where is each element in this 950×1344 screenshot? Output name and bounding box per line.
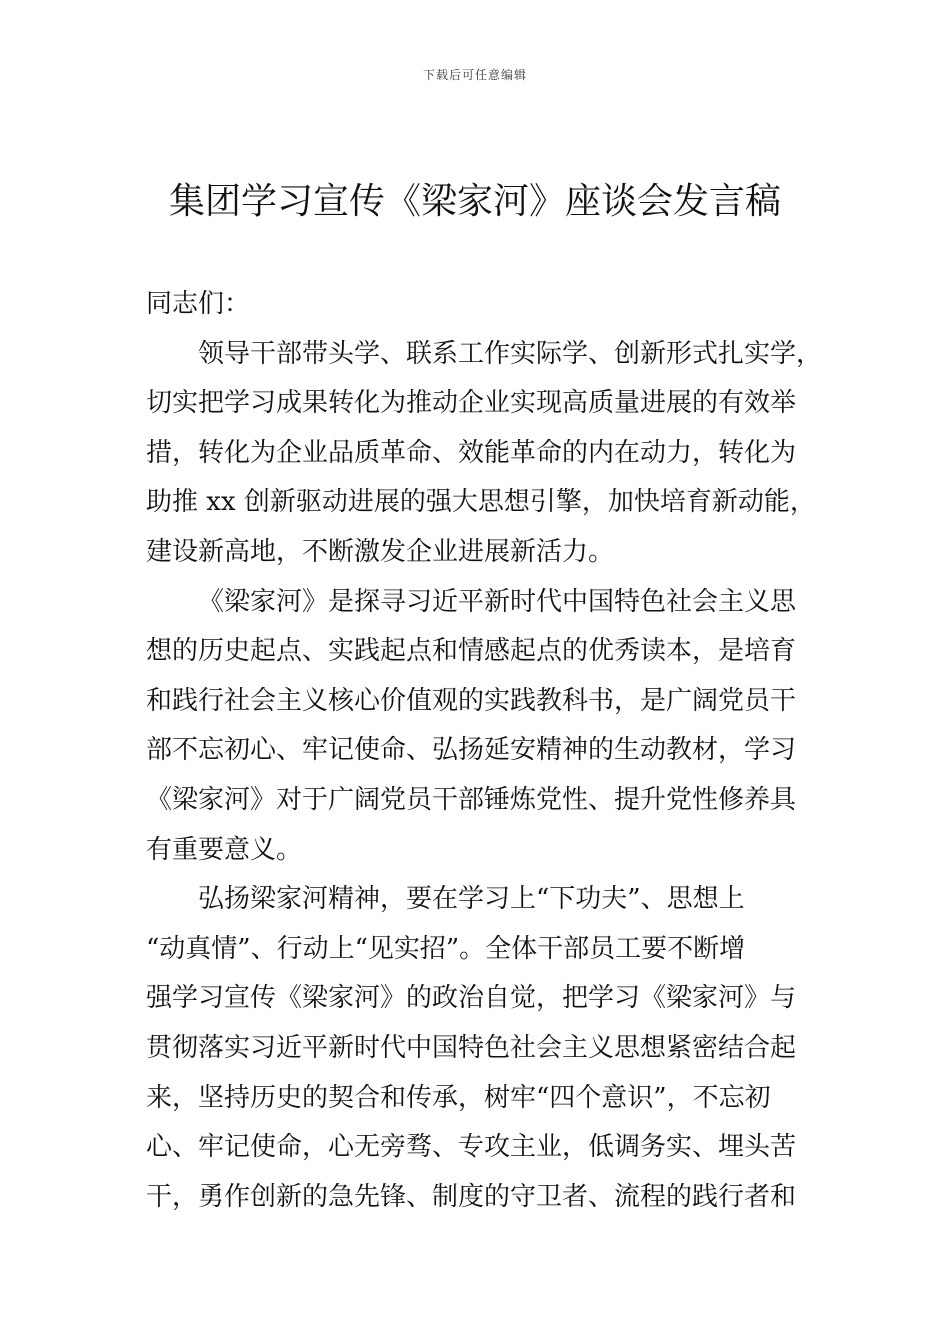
document-body xyxy=(146,280,823,1222)
paragraph-line: 心、牢记使命，心无旁骛、专攻主业，低调务实、埋头苦 xyxy=(146,1132,797,1163)
paragraph-line: 强学习宣传《梁家河》的政治自觉，把学习《梁家河》与 xyxy=(146,983,797,1014)
paragraph-line: 领导干部带头学、联系工作实际学、创新形式扎实学， xyxy=(198,338,823,369)
greeting: 同志们： xyxy=(146,289,251,319)
paragraph-line: 来，坚持历史的契合和传承，树牢“四个意识”，不忘初 xyxy=(146,1082,771,1113)
paragraph-line: 想的历史起点、实践起点和情感起点的优秀读本，是培育 xyxy=(146,636,797,667)
paragraph-1 xyxy=(146,330,823,578)
paragraph-line: 弘扬梁家河精神，要在学习上“下功夫”、思想上 xyxy=(198,884,745,915)
paragraph-line: 助推 xx 创新驱动进展的强大思想引擎，加快培育新动能， xyxy=(146,487,816,518)
paragraph-line: 《梁家河》对于广阔党员干部锤炼党性、提升党性修养具 xyxy=(146,784,797,815)
paragraph-2 xyxy=(146,578,806,876)
header-note: 下载后可任意编辑 xyxy=(422,68,527,82)
paragraph-line: 《梁家河》是探寻习近平新时代中国特色社会主义思 xyxy=(198,586,797,617)
document-title: 集团学习宣传《梁家河》座谈会发言稿 xyxy=(168,181,781,222)
paragraph-line: 部不忘初心、牢记使命、弘扬延安精神的生动教材，学习 xyxy=(146,735,797,766)
paragraph-line: 贯彻落实习近平新时代中国特色社会主义思想紧密结合起 xyxy=(146,1032,797,1063)
paragraph-line: 措，转化为企业品质革命、效能革命的内在动力，转化为 xyxy=(146,437,797,468)
paragraph-3 xyxy=(146,875,806,1222)
paragraph-line: 干，勇作创新的急先锋、制度的守卫者、流程的践行者和 xyxy=(146,1181,797,1212)
paragraph-line: 建设新高地，不断激发企业进展新活力。 xyxy=(146,536,615,567)
paragraph-line: “动真情”、行动上“见实招”。全体干部员工要不断增 xyxy=(146,933,746,964)
paragraph-line: 切实把学习成果转化为推动企业实现高质量进展的有效举 xyxy=(146,388,797,419)
paragraph-line: 和践行社会主义核心价值观的实践教科书，是广阔党员干 xyxy=(146,685,797,716)
paragraph-line: 有重要意义。 xyxy=(146,834,303,865)
